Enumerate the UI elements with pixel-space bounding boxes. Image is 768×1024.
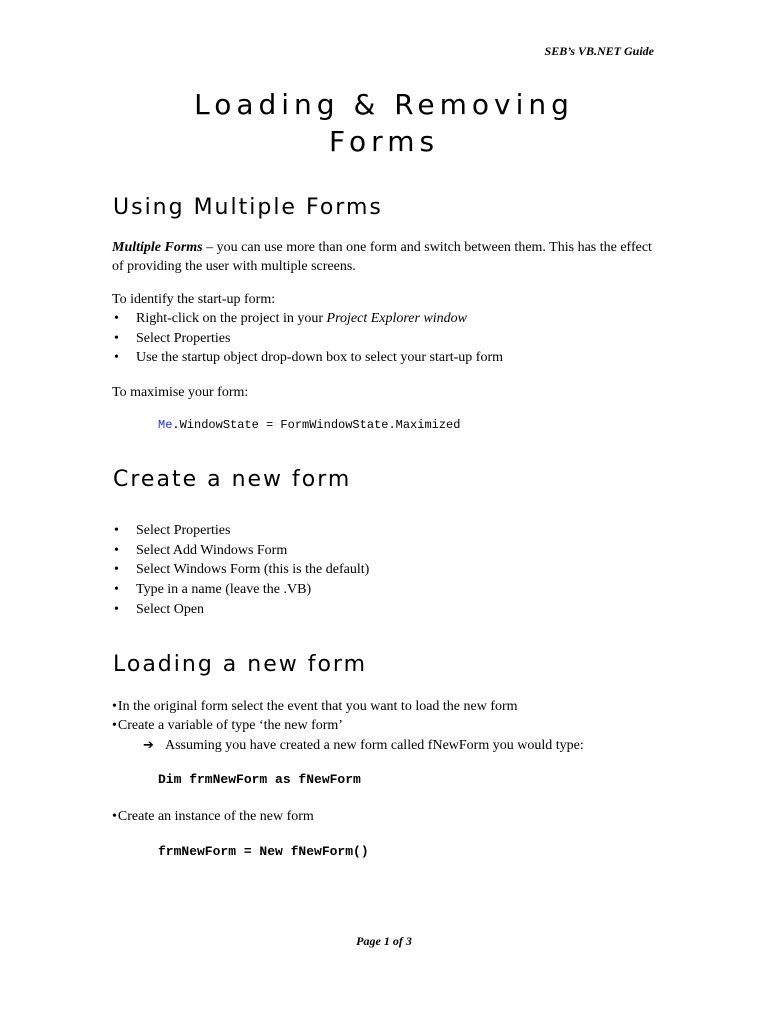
- bullet-glyph: •: [112, 718, 117, 733]
- startup-form-steps: [112, 309, 503, 368]
- list-item: • Select Windows Form (this is the default): [112, 560, 369, 580]
- list-item: • Select Properties: [112, 521, 369, 541]
- code-dim-declaration: Dim frmNewForm as fNewForm: [158, 772, 361, 787]
- load-step-original-form: •In the original form select the event that you want to load the new form: [112, 699, 518, 714]
- section-heading-using-multiple-forms: Using Multiple Forms: [113, 195, 383, 220]
- list-item: • Right-click on the project in your Project Explorer window: [112, 309, 503, 329]
- create-form-steps: [112, 521, 369, 620]
- project-explorer-term: Project Explorer window: [326, 311, 468, 326]
- maximise-form-intro: To maximise your form:: [112, 385, 249, 400]
- bullet-glyph: •: [112, 699, 117, 714]
- multiple-forms-term: Multiple Forms: [112, 240, 203, 255]
- maximise-code-line: [158, 417, 460, 433]
- document-title: [0, 86, 768, 160]
- multiple-forms-description: – you can use more than one form and switch between them. This has the effect of providing the user with multiple screens.: [112, 240, 652, 274]
- multiple-forms-definition: [112, 238, 652, 276]
- arrow-right-icon: ➔: [143, 738, 154, 753]
- list-item: • Select Add Windows Form: [112, 541, 369, 561]
- document-title-line-1: Loading & Removing: [194, 88, 574, 121]
- assumption-note: ➔ Assuming you have created a new form called fNewForm you would type:: [143, 738, 584, 753]
- bullet-glyph: •: [112, 809, 117, 824]
- page-header: SEB’s VB.NET Guide: [544, 44, 654, 58]
- code-new-instance: frmNewForm = New fNewForm(): [158, 844, 369, 859]
- list-item: • Type in a name (leave the .VB): [112, 580, 369, 600]
- list-item: • Select Open: [112, 600, 369, 620]
- section-heading-create-new-form: Create a new form: [113, 467, 352, 492]
- code-keyword-me: Me: [158, 418, 173, 432]
- document-title-line-2: Forms: [328, 125, 440, 158]
- section-heading-loading-new-form: Loading a new form: [113, 652, 368, 677]
- load-step-create-instance: •Create an instance of the new form: [112, 809, 314, 824]
- code-window-state: .WindowState = FormWindowState.Maximized: [172, 418, 461, 432]
- load-step-create-variable: •Create a variable of type ‘the new form’: [112, 718, 343, 733]
- list-item: • Use the startup object drop-down box to select your start-up form: [112, 348, 503, 368]
- page-footer: Page 1 of 3: [356, 934, 412, 948]
- startup-form-intro: To identify the start-up form:: [112, 292, 276, 307]
- list-item: • Select Properties: [112, 329, 503, 349]
